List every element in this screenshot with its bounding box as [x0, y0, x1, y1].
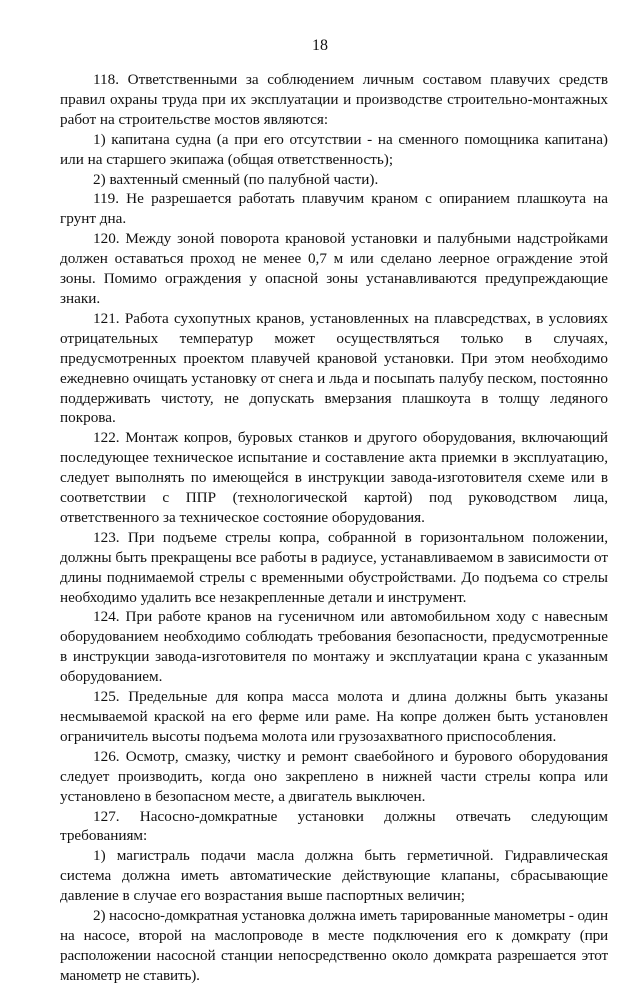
- paragraph-124: 124. При работе кранов на гусеничном или автомобильном ходу с навесным оборудованием необходимо соблюдать требования безопасности, предусмотренные в инструкции завода-изготовителя по монтажу и эксплуатации крана с указанным оборудованием.: [60, 608, 608, 686]
- paragraph-118: 118. Ответственными за соблюдением личным составом плавучих средств правил охраны труда при их эксплуатации и производстве строительно-монтажных работ на строительстве мостов являются:: [60, 71, 608, 128]
- paragraph-127-item-2: 2) насосно-домкратная установка должна иметь тарированные манометры - один на насосе, второй на маслопроводе в месте подключения его к домкрату (при расположении насосной станции непосредственно около домкрата разрешается этот манометр не ставить).: [60, 907, 608, 984]
- paragraph-127: 127. Насосно-домкратные установки должны отвечать следующим требованиям:: [60, 807, 608, 845]
- paragraph-120: 120. Между зоной поворота крановой установки и палубными надстройками должен оставаться проход не менее 0,7 м или сделано леерное ограждение этой зоны. Помимо ограждения у опасной зоны устанавливаются предупреждающие знаки.: [60, 230, 608, 307]
- paragraph-122: 122. Монтаж копров, буровых станков и другого оборудования, включающий последующее техническое испытание и составление акта приемки в эксплуатацию, следует выполнять по имеющейся в инструкции завода-изготовителя схеме или в соответствии с ППР (технологической картой) под руководством лица, ответственного за техническое состояние оборудования.: [60, 429, 608, 526]
- paragraph-125: 125. Предельные для копра масса молота и длина должны быть указаны несмываемой краской на его ферме или раме. На копре должен быть установлен ограничитель высоты подъема молота или грузозахватного приспособления.: [60, 688, 608, 745]
- paragraph-121: 121. Работа сухопутных кранов, установленных на плавсредствах, в условиях отрицательных температур может осуществляться только в случаях, предусмотренных проектом плавучей крановой установки. При этом необходимо ежедневно очищать установку от снега и льда и посыпать палубу песком, постоянно поддерживать чистоту, не допускать вмерзания плашкоута в толщу ледяного покрова.: [60, 309, 608, 427]
- paragraph-118-item-1: 1) капитана судна (а при его отсутствии - на сменного помощника капитана) или на старшего экипажа (общая ответственность);: [60, 130, 608, 168]
- document-body: [60, 70, 608, 986]
- paragraph-127-item-1: 1) магистраль подачи масла должна быть герметичной. Гидравлическая система должна иметь автоматические действующие клапаны, сбрасывающие давление в случае его возрастания выше паспортных величин;: [60, 847, 608, 905]
- paragraph-119: 119. Не разрешается работать плавучим краном с опиранием плашкоута на грунт дна.: [60, 190, 608, 228]
- paragraph-123: 123. При подъеме стрелы копра, собранной в горизонтальном положении, должны быть прекращены все работы в радиусе, устанавливаемом в зависимости от длины поднимаемой стрелы с временными обустройствами. До подъема со стрелы необходимо удалить все незакрепленные детали и инструмент.: [60, 528, 608, 606]
- paragraph-126: 126. Осмотр, смазку, чистку и ремонт сваебойного и бурового оборудования следует производить, когда оно закреплено в нижней части стрелы копра или установлено в безопасном месте, а двигатель выключен.: [60, 747, 608, 805]
- page-number: 18: [312, 37, 328, 54]
- paragraph-118-item-2: 2) вахтенный сменный (по палубной части).: [93, 170, 379, 188]
